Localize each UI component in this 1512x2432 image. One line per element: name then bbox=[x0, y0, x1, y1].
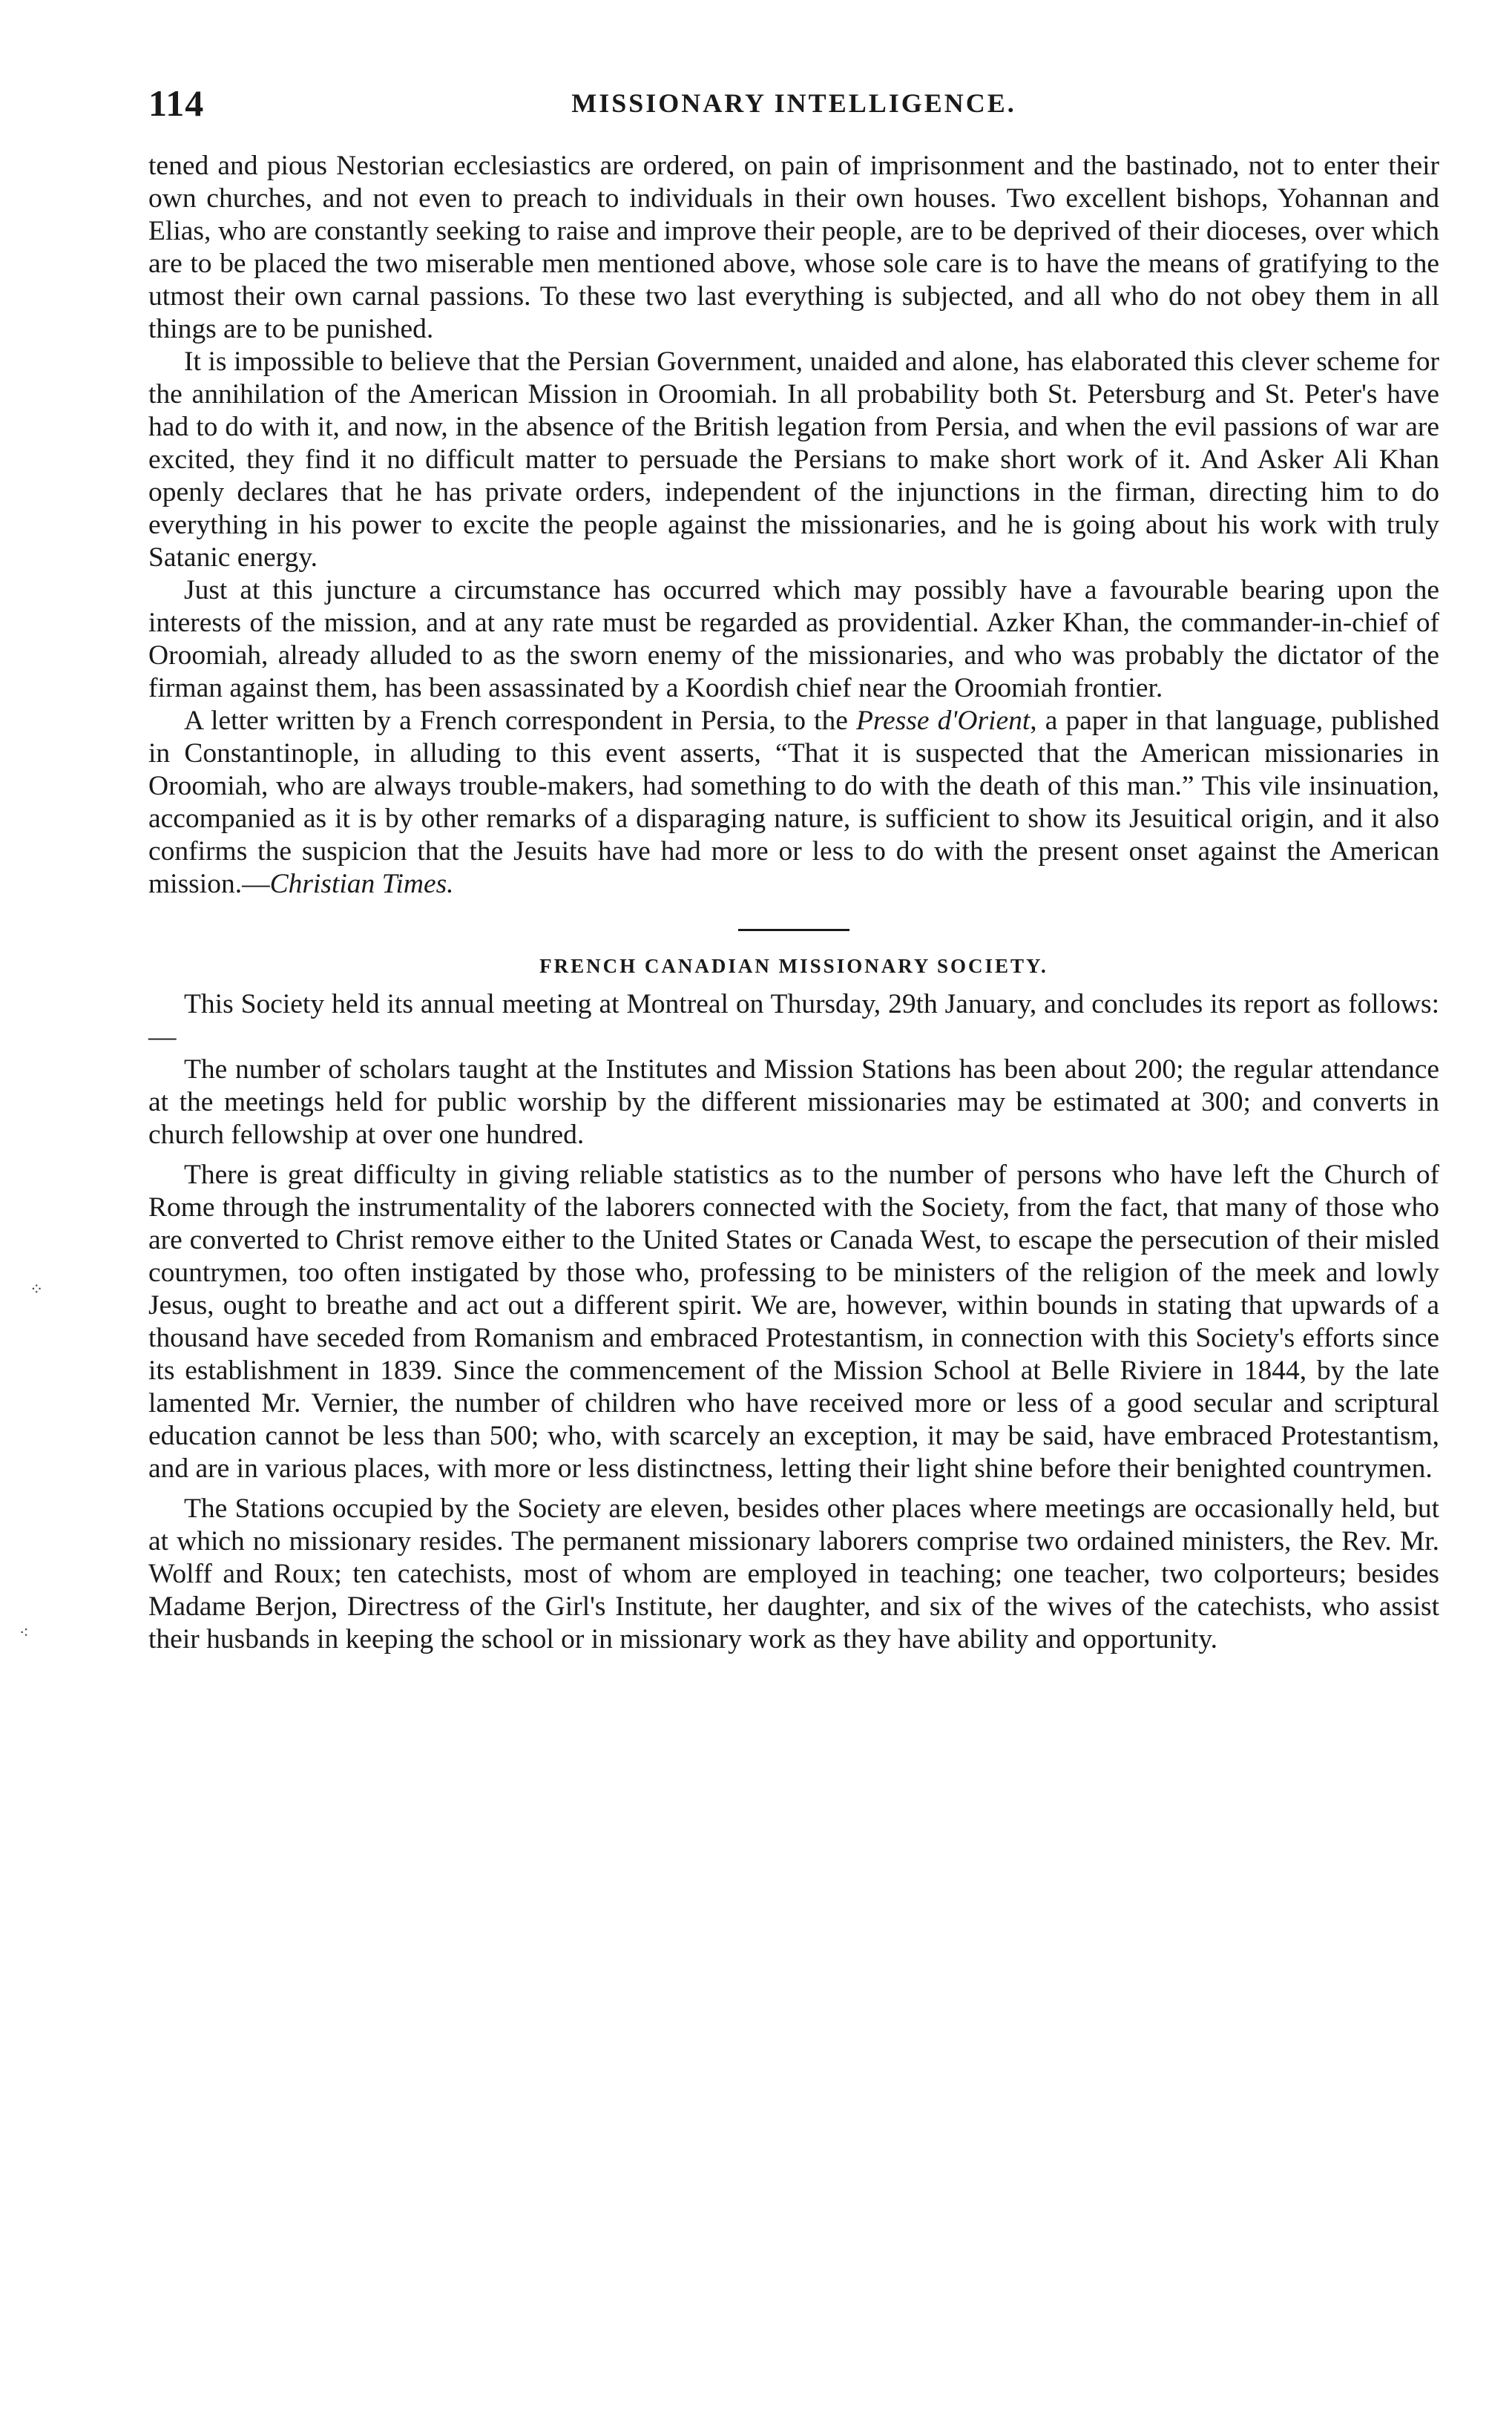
ink-speck: ⁘ bbox=[30, 1280, 44, 1298]
paragraph bbox=[148, 705, 1439, 901]
section-heading: FRENCH CANADIAN MISSIONARY SOCIETY. bbox=[539, 955, 1048, 977]
paragraph-text: , a paper in that language, published in Constantinople, in alluding to this event asserts, “That it is suspected that the American missionaries in Oroomiah, who are always trouble-makers, had something to do with the death of this man.” This vile insinuation, accompanied as it is by other remarks of a disparaging nature, is sufficient to show its Jesuitical origin, and it also confirms the suspicion that the Jesuits have had more or less to do with the present onset against the American mission.— bbox=[148, 706, 1439, 899]
article-french-canadian-society bbox=[148, 988, 1439, 1656]
running-title: MISSIONARY INTELLIGENCE. bbox=[571, 88, 1016, 118]
running-head bbox=[148, 82, 1439, 134]
paragraph: Just at this juncture a circumstance has occurred which may possibly have a favourable bearing upon the interests of the mission, and at any rate must be regarded as providential. Azker Khan, the commander-in-chief of Oroomiah, already alluded to as the sworn enemy of the missionaries, and who was probably the dictator of the firman against them, has been assassinated by a Koordish chief near the Oroomiah frontier. bbox=[148, 575, 1439, 703]
article-nestorian-mission bbox=[148, 150, 1439, 901]
paragraph-text: A letter written by a French correspondent in Persia, to the bbox=[184, 706, 856, 736]
page bbox=[148, 82, 1439, 1656]
paragraph: The Stations occupied by the Society are eleven, besides other places where meetings are occasionally held, but at which no missionary resides. The permanent missionary laborers comprise two ordained ministers, the Rev. Mr. Wolff and Roux; ten catechists, most of whom are employed in teaching; one teacher, two colporteurs; besides Madame Berjon, Directress of the Girl's Institute, her daughter, and six of the wives of the catechists, who assist their husbands in keeping the school or in missionary work as they have ability and opportunity. bbox=[148, 1493, 1439, 1654]
page-number: 114 bbox=[148, 82, 205, 124]
paragraph: There is great difficulty in giving reliable statistics as to the number of persons who have left the Church of Rome through the instrumentality of the laborers connected with the Society, from the fact, that many of those who are converted to Christ remove either to the United States or Canada West, to escape the persecution of their misled countrymen, too often instigated by those who, professing to be ministers of the religion of the meek and lowly Jesus, ought to breathe and act out a different spirit. We are, however, within bounds in stating that upwards of a thousand have seceded from Romanism and embraced Protestantism, in connection with this Society's efforts since its establishment in 1839. Since the commencement of the Mission School at Belle Riviere in 1844, by the late lamented Mr. Vernier, the number of children who have received more or less of a good secular and scriptural education cannot be less than 500; who, with scarcely an exception, it may be said, have embraced Protestantism, and are in various places, with more or less distinctness, letting their light shine before their benighted countrymen. bbox=[148, 1160, 1439, 1484]
source-citation: Christian Times. bbox=[269, 869, 454, 899]
paragraph: The number of scholars taught at the Institutes and Mission Stations has been about 200; the regular attendance at the meetings held for public worship by the different missionaries may be estimated at 300; and converts in church fellowship at over one hundred. bbox=[148, 1054, 1439, 1150]
paragraph: tened and pious Nestorian ecclesiastics are ordered, on pain of imprisonment and the bastinado, not to enter their own churches, and not even to preach to individuals in their own houses. Two excellent bishops, Yohannan and Elias, who are constantly seeking to raise and improve their people, are to be deprived of their dioceses, over which are to be placed the two miserable men mentioned above, whose sole care is to have the means of gratifying to the utmost their own carnal passions. To these two last everything is subjected, and all who do not obey them in all things are to be punished. bbox=[148, 151, 1439, 344]
section-divider bbox=[738, 929, 849, 931]
paragraph: This Society held its annual meeting at Montreal on Thursday, 29th January, and concludes its report as follows:— bbox=[148, 989, 1439, 1052]
newspaper-title: Presse d'Orient bbox=[855, 706, 1031, 736]
paragraph: It is impossible to believe that the Persian Government, unaided and alone, has elaborated this clever scheme for the annihilation of the American Mission in Oroomiah. In all probability both St. Petersburg and St. Peter's have had to do with it, and now, in the absence of the British legation from Persia, and when the evil passions of war are excited, they find it no difficult matter to persuade the Persians to make short work of it. And Asker Ali Khan openly declares that he has private orders, independent of the injunctions in the firman, directing him to do everything in his power to excite the people against the missionaries, and he is going about his work with truly Satanic energy. bbox=[148, 346, 1439, 573]
ink-speck: ⁖ bbox=[19, 1623, 29, 1642]
